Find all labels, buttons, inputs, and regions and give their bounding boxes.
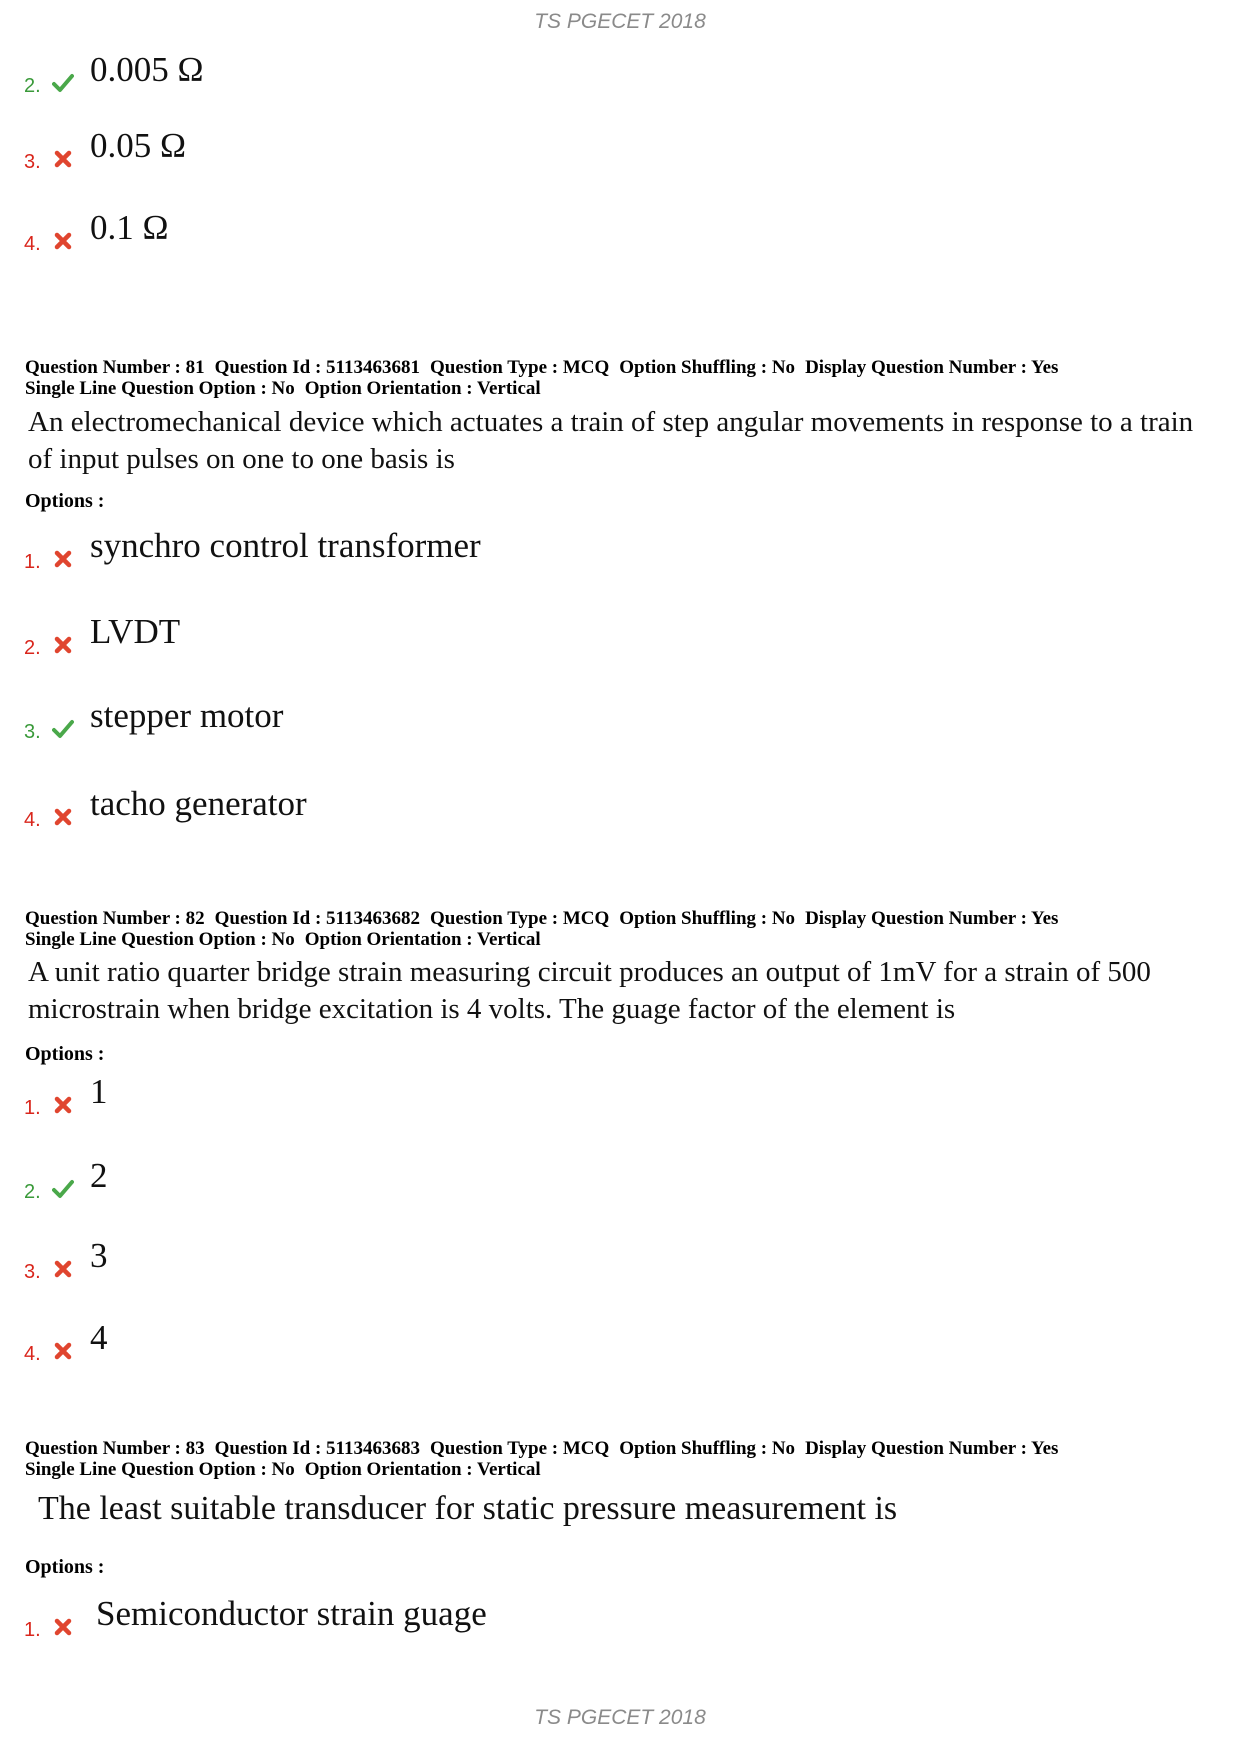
option-item (24, 604, 1174, 660)
option-item (24, 118, 1174, 174)
options-label: Options : (25, 490, 105, 512)
option-text: 2 (90, 1156, 108, 1195)
wrong-cross-icon (52, 1094, 74, 1116)
option-item (24, 1228, 1174, 1284)
question-stem: A unit ratio quarter bridge strain measuring circuit produces an output of 1mV for a strain of 500 microstrain when bridge excitation is 4 volts. The guage factor of the element is (28, 956, 1151, 1025)
wrong-cross-icon (52, 1340, 74, 1362)
question-meta: Question Number : 81 Question Id : 5113463681 Question Type : MCQ Option Shuffling : No Display Question Number : Yes Single Line Question Option : No Option Orientation : Vertical (25, 357, 1059, 399)
option-text: tacho generator (90, 784, 307, 823)
option-text: 0.05 Ω (90, 126, 187, 165)
wrong-cross-icon (52, 148, 74, 170)
question-stem: An electromechanical device which actuates a train of step angular movements in response to a train of input pulses on one to one basis is (28, 406, 1194, 475)
option-number: 1. (24, 551, 41, 573)
option-text: LVDT (90, 612, 181, 651)
question-meta: Question Number : 82 Question Id : 5113463682 Question Type : MCQ Option Shuffling : No Display Question Number : Yes Single Line Question Option : No Option Orientation : Vertical (25, 908, 1059, 950)
option-number: 4. (24, 809, 41, 831)
page-footer: TS PGECET 2018 (534, 1706, 706, 1729)
option-text: synchro control transformer (90, 526, 481, 565)
option-text: 4 (90, 1318, 108, 1357)
option-number: 2. (24, 75, 41, 97)
option-text: 0.005 Ω (90, 50, 204, 89)
wrong-cross-icon (52, 1616, 74, 1638)
option-text: 1 (90, 1072, 108, 1111)
correct-check-icon (52, 72, 74, 94)
options-label: Options : (25, 1043, 105, 1065)
question-meta: Question Number : 83 Question Id : 5113463683 Question Type : MCQ Option Shuffling : No Display Question Number : Yes Single Line Question Option : No Option Orientation : Vertical (25, 1438, 1059, 1480)
option-number: 2. (24, 1181, 41, 1203)
wrong-cross-icon (52, 634, 74, 656)
option-number: 3. (24, 721, 41, 743)
option-text: 3 (90, 1236, 108, 1275)
question-stem: The least suitable transducer for static pressure measurement is (38, 1490, 898, 1527)
option-item (24, 200, 1174, 256)
option-number: 2. (24, 637, 41, 659)
option-item (24, 1310, 1174, 1366)
option-number: 1. (24, 1097, 41, 1119)
option-text: 0.1 Ω (90, 208, 169, 247)
correct-check-icon (52, 1178, 74, 1200)
correct-check-icon (52, 718, 74, 740)
option-item (24, 42, 1174, 98)
option-number: 3. (24, 151, 41, 173)
page-header: TS PGECET 2018 (534, 10, 706, 33)
wrong-cross-icon (52, 548, 74, 570)
option-text: stepper motor (90, 696, 284, 735)
wrong-cross-icon (52, 230, 74, 252)
option-item (24, 1148, 1174, 1204)
wrong-cross-icon (52, 1258, 74, 1280)
option-item (24, 518, 1174, 574)
option-text: Semiconductor strain guage (96, 1594, 487, 1633)
wrong-cross-icon (52, 806, 74, 828)
option-item (24, 776, 1174, 832)
option-number: 1. (24, 1619, 41, 1641)
option-item (24, 688, 1174, 744)
option-item (24, 1586, 1174, 1642)
option-number: 4. (24, 1343, 41, 1365)
option-number: 4. (24, 233, 41, 255)
option-item (24, 1064, 1174, 1120)
options-label: Options : (25, 1556, 105, 1578)
option-number: 3. (24, 1261, 41, 1283)
